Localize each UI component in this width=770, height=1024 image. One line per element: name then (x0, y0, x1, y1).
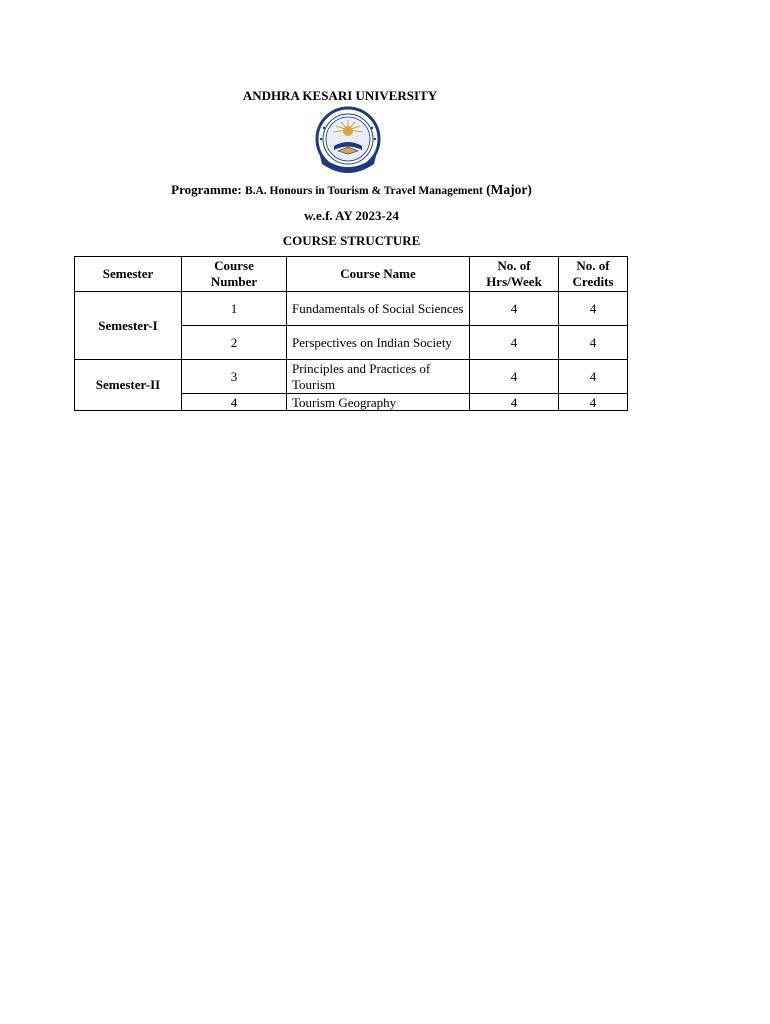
header-course-number (182, 257, 287, 292)
credits-cell: 4 (559, 394, 628, 411)
credits-cell: 4 (559, 360, 628, 394)
header-credits (559, 257, 628, 292)
programme-type: (Major) (486, 182, 532, 197)
header-credits-text: No. of Credits (572, 258, 614, 289)
programme-line (0, 182, 703, 198)
table-row (75, 360, 628, 394)
header-hrs-week (470, 257, 559, 292)
course-name-cell: Perspectives on Indian Society (287, 326, 470, 360)
header-hrs-week-text: No. of Hrs/Week (486, 258, 542, 289)
university-title: ANDHRA KESARI UNIVERSITY (242, 88, 438, 103)
course-name-cell: Principles and Practices of Tourism (287, 360, 470, 394)
hrs-cell: 4 (470, 360, 559, 394)
course-name-cell: Tourism Geography (287, 394, 470, 411)
university-seal-icon (312, 106, 384, 176)
programme-name: B.A. Honours in Tourism & Travel Management (244, 185, 483, 197)
hrs-cell: 4 (470, 394, 559, 411)
table-header-row (75, 257, 628, 292)
course-name-cell: Fundamentals of Social Sciences (287, 292, 470, 326)
course-number-cell: 4 (182, 394, 287, 411)
hrs-cell: 4 (470, 326, 559, 360)
header-course-number-text: Course Number (210, 258, 258, 289)
header-course-name: Course Name (287, 257, 470, 292)
section-title: COURSE STRUCTURE (282, 233, 421, 248)
course-number-cell: 1 (182, 292, 287, 326)
table-row (75, 292, 628, 326)
semester-cell: Semester-II (75, 360, 182, 411)
semester-cell: Semester-I (75, 292, 182, 360)
credits-cell: 4 (559, 326, 628, 360)
course-number-cell: 3 (182, 360, 287, 394)
programme-label: Programme: (171, 182, 242, 197)
credits-cell: 4 (559, 292, 628, 326)
course-structure-table (74, 256, 628, 411)
course-number-cell: 2 (182, 326, 287, 360)
header-semester: Semester (75, 257, 182, 292)
effective-year: w.e.f. AY 2023-24 (304, 208, 399, 223)
hrs-cell: 4 (470, 292, 559, 326)
